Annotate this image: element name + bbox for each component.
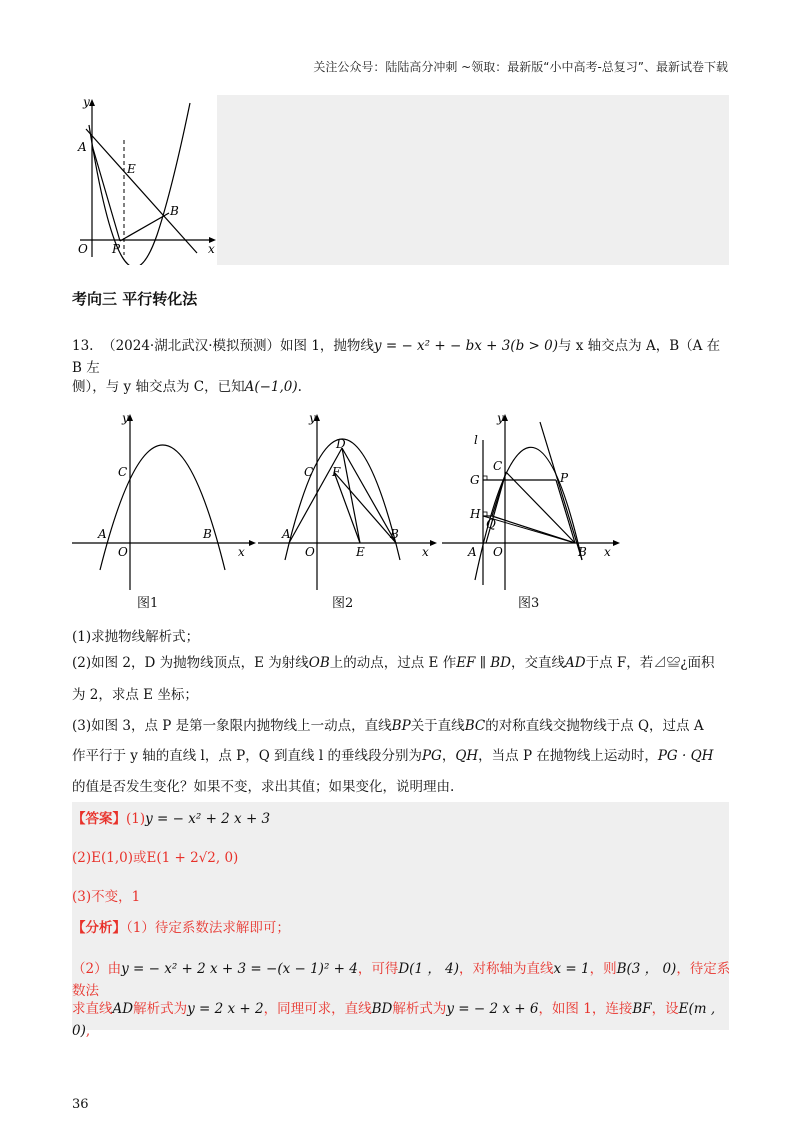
top-fig-label-O: O: [78, 242, 88, 256]
analysis-text: 解析式为: [392, 1001, 447, 1017]
problem-text: 侧），与 y 轴交点为 C，已知: [72, 379, 245, 395]
q-text: ，: [441, 748, 456, 764]
fig3-label-P: P: [560, 471, 569, 485]
analysis-math: BF: [632, 1001, 652, 1017]
analysis-line-2: [72, 958, 732, 1002]
figure-1: [72, 411, 256, 590]
analysis-math: x = 1: [553, 961, 590, 977]
answer-line-3: (3)不变，1: [72, 889, 141, 905]
q-math: EF ∥ BD: [456, 655, 511, 671]
top-fig-label-P: P: [112, 242, 121, 256]
q-math: BP: [391, 718, 411, 734]
analysis-text: ，待定系数法: [72, 961, 731, 999]
top-figure-svg: [72, 95, 217, 265]
fig1-label-O: O: [118, 545, 128, 559]
q-math: ⊿≌¿: [653, 655, 688, 671]
fig3-label-B: B: [578, 545, 587, 559]
top-fig-label-B: B: [170, 204, 179, 218]
problem-text: 与 x 轴交点为 A，B（A 在 B 左: [72, 338, 721, 376]
analysis-math: AD: [112, 1001, 134, 1017]
question-3-line-2: [72, 745, 732, 767]
question-1: (1)求抛物线解析式；: [72, 629, 200, 645]
problem-text: 如图 1，抛物线: [280, 338, 374, 354]
fig3-label-x: x: [604, 545, 611, 559]
fig3-label-Q: Q: [486, 517, 496, 531]
answer-tag: 【答案】: [72, 811, 126, 827]
analysis-text: ，同理可求，直线: [263, 1001, 372, 1017]
analysis-tag: 【分析】: [72, 920, 126, 936]
q-math: PG: [421, 748, 442, 764]
fig2-label-x: x: [422, 545, 429, 559]
fig3-label-O: O: [493, 545, 503, 559]
q-text: (2)如图 2，D 为抛物线顶点，E 为射线: [72, 655, 309, 671]
analysis-line-3: [72, 998, 732, 1042]
answer-text: (1): [126, 811, 146, 827]
fig2-label-B: B: [390, 527, 399, 541]
q-text: 上的动点，过点 E 作: [329, 655, 457, 671]
fig2-label-D: D: [336, 437, 346, 451]
fig3-label-A: A: [468, 545, 477, 559]
analysis-text: （2）由: [72, 961, 122, 977]
q-text: 面积: [687, 655, 715, 671]
fig1-label-y: y: [122, 411, 129, 425]
analysis-text: ，对称轴为直线: [458, 961, 554, 977]
section-title: 考向三 平行转化法: [72, 290, 198, 308]
q-math: OB: [308, 655, 330, 671]
figure-3-caption: 图3: [518, 596, 540, 611]
analysis-math: y = − x² + 2 x + 3 = −(x − 1)² + 4: [121, 961, 358, 977]
analysis-line-1: [72, 917, 732, 939]
problem-line-2: [72, 376, 732, 398]
top-fig-label-y: y: [83, 95, 90, 109]
figure-3: [442, 411, 620, 590]
top-figure: [72, 95, 217, 265]
top-fig-label-x: x: [208, 242, 215, 256]
fig2-label-O: O: [305, 545, 315, 559]
q-text: ，当点 P 在抛物线上运动时，: [478, 748, 658, 764]
problem-text: .: [297, 379, 302, 395]
figure-1-caption: 图1: [137, 596, 159, 611]
top-fig-label-A: A: [78, 140, 87, 154]
figures-row: [70, 410, 730, 610]
analysis-math: E(m , 0): [72, 1001, 716, 1039]
q-math: PG · QH: [657, 748, 714, 764]
fig1-label-C: C: [118, 465, 128, 479]
fig3-label-l: l: [474, 433, 478, 447]
fig2-label-E: E: [356, 545, 365, 559]
fig2-label-y: y: [309, 411, 316, 425]
fig2-label-C: C: [304, 465, 314, 479]
fig1-label-x: x: [238, 545, 245, 559]
analysis-text: 求直线: [72, 1001, 113, 1017]
answer-line-1: [72, 808, 732, 830]
figure-2: [258, 411, 437, 590]
analysis-math: D(1 ， 4): [398, 961, 459, 977]
page-number: 36: [72, 1097, 89, 1112]
answer-line-2: (2)E(1,0)或E(1 + 2√2, 0): [72, 850, 239, 866]
fig1-label-A: A: [98, 527, 107, 541]
q-text: 于点 F，若: [585, 655, 654, 671]
q-text: 作平行于 y 轴的直线 l，点 P，Q 到直线 l 的垂线段分别为: [72, 748, 422, 764]
q-text: 关于直线: [410, 718, 465, 734]
fig2-label-A: A: [282, 527, 291, 541]
analysis-text: ,: [85, 1023, 91, 1039]
q-text: ，交直线: [511, 655, 565, 671]
figure-2-caption: 图2: [332, 596, 354, 611]
q-text: 的对称直线交抛物线于点 Q，过点 A: [485, 718, 704, 734]
analysis-math: y = 2 x + 2: [187, 1001, 264, 1017]
fig3-label-C: C: [493, 459, 503, 473]
analysis-text: ，设: [651, 1001, 679, 1017]
analysis-text: ，可得: [357, 961, 399, 977]
q-math: QH: [455, 748, 479, 764]
fig3-label-y: y: [497, 411, 504, 425]
fig3-label-H: H: [470, 507, 481, 521]
fig3-label-G: G: [470, 473, 480, 487]
page-header: 关注公众号：陆陆高分冲刺 ~领取：最新版“小中高考-总复习”、最新试卷下载: [313, 60, 728, 74]
analysis-math: y = − 2 x + 6: [446, 1001, 539, 1017]
analysis-text: 解析式为: [133, 1001, 188, 1017]
analysis-math: B(3 ， 0): [616, 961, 677, 977]
question-3-line-3: 的值是否发生变化？如果不变，求出其值；如果变化，说明理由.: [72, 779, 455, 795]
q-text: (3)如图 3，点 P 是第一象限内抛物线上一动点，直线: [72, 718, 392, 734]
problem-number: 13.: [72, 338, 94, 354]
fig1-label-B: B: [203, 527, 212, 541]
figures-svg: [70, 410, 730, 610]
q-math: AD: [565, 655, 586, 671]
answer-math: y = − x² + 2 x + 3: [145, 811, 271, 827]
problem-source: （2024·湖北武汉·模拟预测）: [102, 338, 281, 354]
question-3-line-1: [72, 715, 732, 737]
parabola-equation: y = − x² + − bx + 3(b > 0): [373, 338, 558, 354]
problem-line-1: [72, 335, 732, 379]
q-math: BC: [464, 718, 486, 734]
analysis-text: ，则: [589, 961, 617, 977]
analysis-math: BD: [371, 1001, 393, 1017]
analysis-text: ，如图 1，连接: [538, 1001, 633, 1017]
analysis-text: （1）待定系数法求解即可；: [126, 920, 290, 936]
question-2-line-1: [72, 652, 732, 674]
top-fig-label-E: E: [127, 162, 136, 176]
fig2-label-F: F: [332, 465, 341, 479]
point-A: A(−1,0): [244, 379, 298, 395]
question-2-line-2: 为 2，求点 E 坐标；: [72, 687, 198, 703]
